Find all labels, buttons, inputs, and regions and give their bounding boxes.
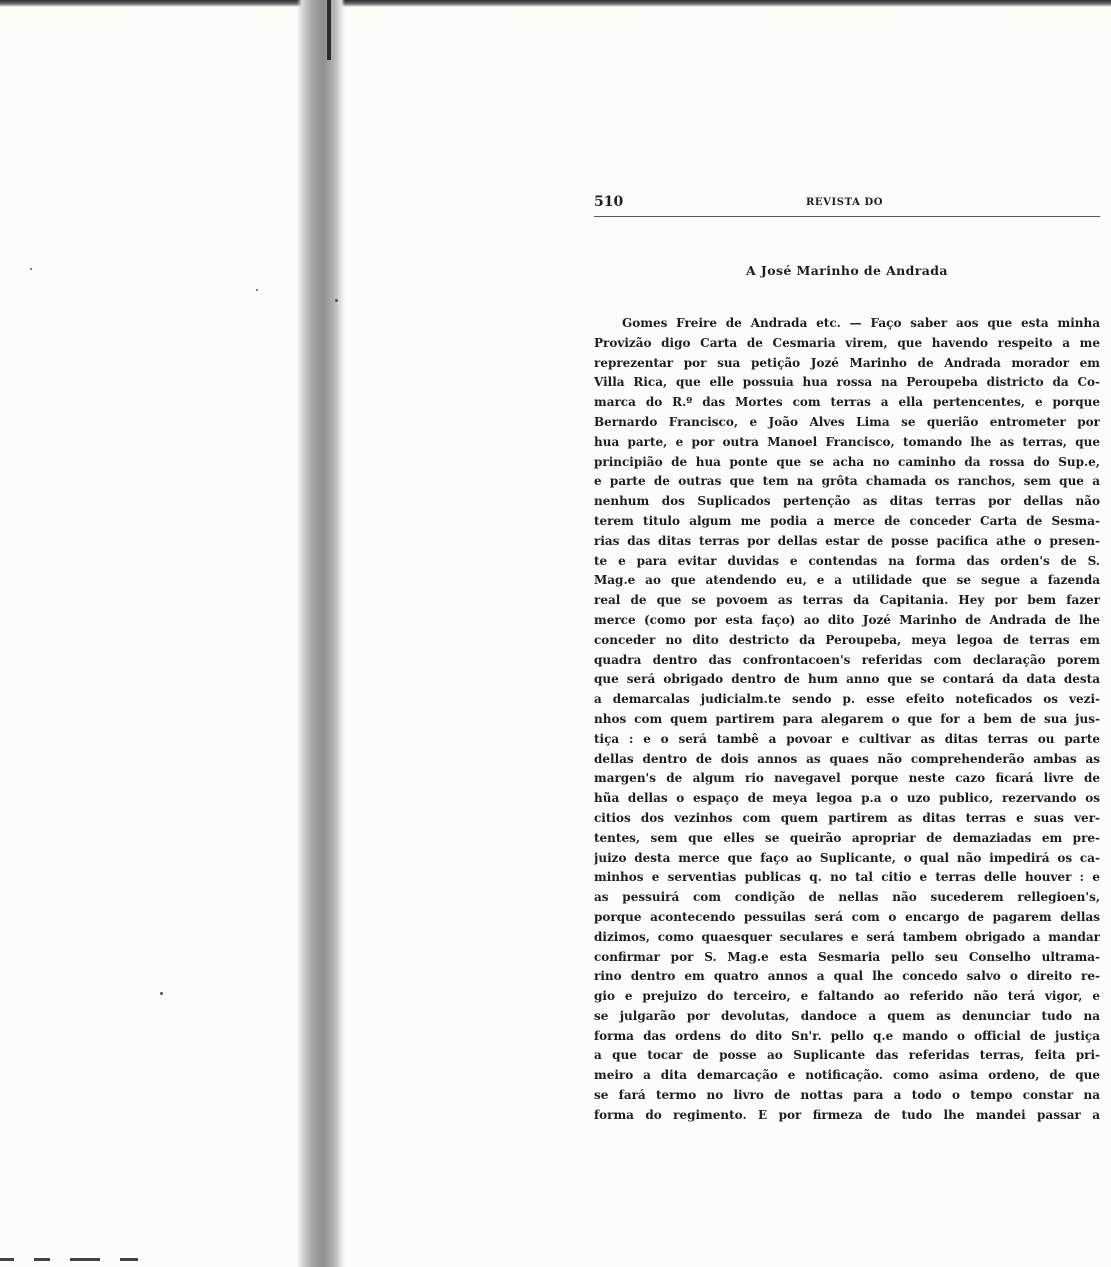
body-line: principião de hua ponte que se acha no caminho da rossa do Sup.e, xyxy=(594,454,1100,469)
body-line: te e para evitar duvidas e contendas na forma das orden's de S. xyxy=(594,553,1100,568)
scan-speck xyxy=(30,268,32,270)
gutter-dark-mark xyxy=(327,0,331,60)
body-line: Bernardo Francisco, e João Alves Lima se querião entrometer por xyxy=(594,414,1100,429)
body-line: a que tocar de posse ao Suplicante das referidas terras, feita pri- xyxy=(594,1048,1100,1063)
scan-speck xyxy=(335,299,338,302)
body-line: dellas dentro de dois annos as quaes não comprehenderão ambas as xyxy=(594,751,1100,766)
body-line: tiça : e o será tambê a povoar e cultivar as ditas terras ou parte xyxy=(594,731,1100,746)
body-line: forma das ordens do dito Sn'r. pello q.e mando o official de justiça xyxy=(594,1028,1100,1043)
body-line: citios dos vezinhos com quem partirem as ditas terras e suas ver- xyxy=(594,810,1100,825)
body-line: tentes, sem que elles se queirão apropriar de demaziadas em pre- xyxy=(594,830,1100,845)
body-line: rias das ditas terras por dellas estar de posse pacifica athe o presen- xyxy=(594,533,1100,548)
body-line: nhos com quem partirem para alegarem o que for a bem de sua jus- xyxy=(594,711,1100,726)
body-line: meiro a dita demarcação e notificação. como asima ordeno, de que xyxy=(594,1068,1100,1083)
body-line: terem titulo algum me podia a merce de conceder Carta de Sesma- xyxy=(594,513,1100,528)
body-line: rino dentro em quatro annos a qual lhe concedo salvo o direito re- xyxy=(594,969,1100,984)
book-gutter-shadow xyxy=(297,0,345,1267)
body-line: reprezentar por sua petição Jozé Marinho de Andrada morador em xyxy=(594,355,1100,370)
scan-top-edge xyxy=(0,0,1111,7)
body-line: conceder no dito destricto da Peroupeba, meya legoa de terras em xyxy=(594,632,1100,647)
body-line: nenhum dos Suplicados pertenção as ditas terras por dellas não xyxy=(594,494,1100,509)
page-number: 510 xyxy=(594,194,624,210)
body-line: quadra dentro das confrontacoen's referidas com declaração porem xyxy=(594,652,1100,667)
body-line: e parte de outras que tem na grôta chamada os ranchos, sem que a xyxy=(594,474,1100,489)
scan-speck xyxy=(160,992,163,995)
scan-speck xyxy=(256,289,258,291)
body-line: dizimos, como quaesquer seculares e será tambem obrigado a mandar xyxy=(594,929,1100,944)
article-body xyxy=(594,314,1100,1126)
running-title: REVISTA DO xyxy=(806,197,884,208)
body-line: se julgarão por devolutas, dandoce a quem as denunciar tudo na xyxy=(594,1008,1100,1023)
body-line: merce (como por esta faço) ao dito Jozé Marinho de Andrada de lhe xyxy=(594,612,1100,627)
page-header xyxy=(594,190,1100,217)
body-line: Mag.e ao que atendendo eu, e a utilidade que se segue a fazenda xyxy=(594,573,1100,588)
body-line: que será obrigado dentro de hum anno que se contará da data desta xyxy=(594,672,1100,687)
printed-page xyxy=(594,190,1100,1126)
body-line: gio e prejuizo do terceiro, e faltando ao referido não terá vigor, e xyxy=(594,989,1100,1004)
body-line: se fará termo no livro de nottas para a todo o tempo constar na xyxy=(594,1088,1100,1103)
body-line: real de que se povoem as terras da Capitania. Hey por bem fazer xyxy=(594,593,1100,608)
body-line: margen's de algum rio navegavel porque neste cazo ficará livre de xyxy=(594,771,1100,786)
body-line: minhos e serventias publicas q. no tal citio e terras delle houver : e xyxy=(594,870,1100,885)
body-line: a demarcalas judicialm.te sendo p. esse efeito noteficados os vezi- xyxy=(594,692,1100,707)
body-line: as pessuirá com condição de nellas não sucederem rellegioen's, xyxy=(594,890,1100,905)
scan-bottom-marks xyxy=(0,1258,180,1267)
body-line: Villa Rica, que elle possuia hua rossa na Peroupeba districto da Co- xyxy=(594,375,1100,390)
body-line: hũa dellas o espaço de meya legoa p.a o uzo publico, rezervando os xyxy=(594,791,1100,806)
body-line: Gomes Freire de Andrada etc. — Faço saber aos que esta minha xyxy=(622,316,1100,330)
body-line: hua parte, e por outra Manoel Francisco, tomando lhe as terras, que xyxy=(594,434,1100,449)
body-line: confirmar por S. Mag.e esta Sesmaria pello seu Conselho ultrama- xyxy=(594,949,1100,964)
body-line: Provizão digo Carta de Cesmaria virem, que havendo respeito a me xyxy=(594,335,1100,350)
body-line: juizo desta merce que faço ao Suplicante, o qual não impedirá os ca- xyxy=(594,850,1100,865)
body-line: porque acontecendo pessuilas será com o encargo de pagarem dellas xyxy=(594,909,1100,924)
article-title: A José Marinho de Andrada xyxy=(746,263,948,278)
body-line: marca do R.º das Mortes com terras a ella pertencentes, e porque xyxy=(594,395,1100,410)
body-line: forma do regimento. E por firmeza de tudo lhe mandei passar a xyxy=(594,1107,1100,1122)
